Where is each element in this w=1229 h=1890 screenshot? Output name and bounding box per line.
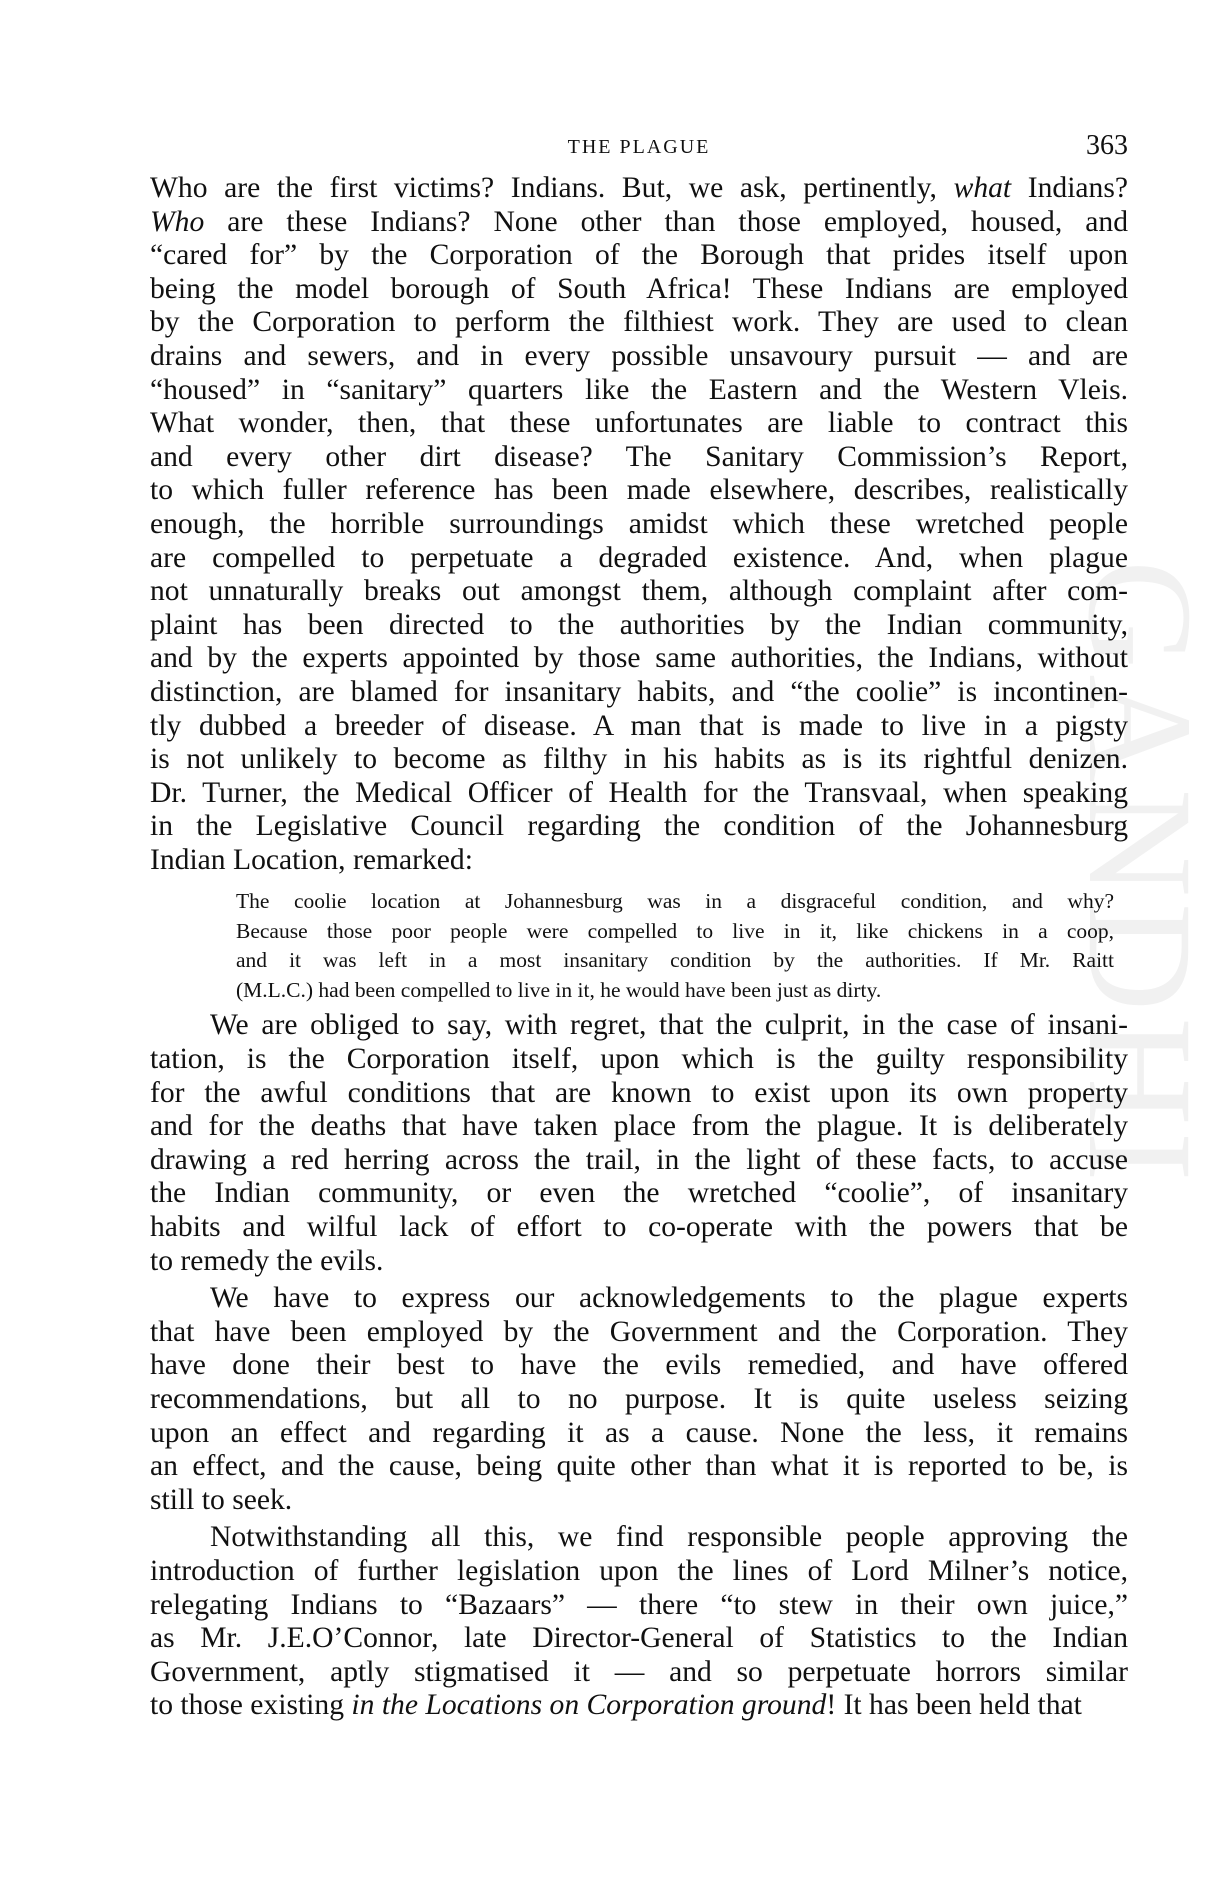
text-line xyxy=(150,474,1128,508)
text-run: plaint has been directed to the authorities by the Indian community, xyxy=(150,608,1128,641)
text-line xyxy=(150,1484,1128,1518)
text-run: tation, is the Corporation itself, upon which is the guilty responsibility xyxy=(150,1043,1128,1076)
text-run: introduction of further legislation upon the lines of Lord Milner’s notice, xyxy=(150,1554,1128,1587)
text-run: What wonder, then, that these unfortunates are liable to contract this xyxy=(150,407,1128,440)
text-line xyxy=(150,172,1128,206)
text-line xyxy=(150,1555,1128,1589)
text-run: upon an effect and regarding it as a cause. None the less, it remains xyxy=(150,1416,1128,1449)
text-run: drawing a red herring across the trail, in the light of these facts, to accuse xyxy=(150,1143,1128,1176)
italic-text: Who xyxy=(150,205,205,238)
text-run: and every other dirt disease? The Sanitary Commission’s Report, xyxy=(150,440,1128,473)
text-line xyxy=(150,642,1128,676)
text-run: in the Legislative Council regarding the condition of the Johannesburg xyxy=(150,810,1128,843)
text-line xyxy=(150,508,1128,542)
text-run: drains and sewers, and in every possible unsavoury pursuit — and are xyxy=(150,339,1128,372)
text-line xyxy=(150,777,1128,811)
page-header xyxy=(150,126,1128,172)
text-run: Government, aptly stigmatised it — and so perpetuate horrors similar xyxy=(150,1655,1128,1688)
text-line xyxy=(150,1622,1128,1656)
paragraph xyxy=(150,172,1128,877)
text-line xyxy=(150,1521,1128,1555)
text-line xyxy=(150,441,1128,475)
quote-line: and it was left in a most insanitary condition by the authorities. If Mr. Raitt xyxy=(236,948,1114,973)
text-line xyxy=(150,206,1128,240)
italic-text: what xyxy=(953,172,1012,204)
running-head: THE PLAGUE xyxy=(567,136,711,158)
text-line xyxy=(150,1144,1128,1178)
text-run: Who are the first victims? Indians. But, we ask, pertinently, xyxy=(150,172,954,204)
text-run: an effect, and the cause, being quite other than what it is reported to be, is xyxy=(150,1450,1128,1483)
document-page xyxy=(150,126,1128,1723)
italic-text: in the Locations on Corporation ground xyxy=(351,1689,827,1722)
text-run: and for the deaths that have taken place from the plague. It is deliberately xyxy=(150,1110,1128,1143)
text-run: and by the experts appointed by those same authorities, the Indians, without xyxy=(150,642,1128,675)
text-run: habits and wilful lack of effort to co-operate with the powers that be xyxy=(150,1211,1128,1244)
text-run: relegating Indians to “Bazaars” — there “to stew in their own juice,” xyxy=(150,1588,1128,1621)
text-run: Notwithstanding all this, we find responsible people approving the xyxy=(210,1521,1128,1554)
block-quote xyxy=(236,887,1114,1005)
text-run: that have been employed by the Government and the Corporation. They xyxy=(150,1315,1128,1348)
text-line xyxy=(150,340,1128,374)
text-run: We have to express our acknowledgements to the plague experts xyxy=(210,1282,1128,1315)
text-run: are these Indians? None other than those employed, housed, and xyxy=(204,205,1128,238)
text-line xyxy=(150,1450,1128,1484)
text-line xyxy=(150,1689,1128,1723)
text-run: Indian Location, remarked: xyxy=(150,843,473,876)
body-text-before-quote xyxy=(150,172,1128,877)
text-line xyxy=(150,1316,1128,1350)
text-run: enough, the horrible surroundings amidst which these wretched people xyxy=(150,507,1128,540)
text-run: still to seek. xyxy=(150,1483,293,1516)
text-run: not unnaturally breaks out amongst them, although complaint after com- xyxy=(150,575,1128,608)
text-line xyxy=(150,609,1128,643)
text-run: “cared for” by the Corporation of the Borough that prides itself upon xyxy=(150,239,1128,272)
text-line xyxy=(150,844,1128,878)
text-line xyxy=(150,1177,1128,1211)
text-run: is not unlikely to become as filthy in his habits as is its rightful denizen. xyxy=(150,743,1128,776)
text-line xyxy=(150,273,1128,307)
text-line xyxy=(150,1009,1128,1043)
text-line xyxy=(150,1349,1128,1383)
text-line xyxy=(150,1589,1128,1623)
paragraph xyxy=(150,1521,1128,1723)
text-line xyxy=(150,1043,1128,1077)
text-line xyxy=(150,810,1128,844)
text-run: recommendations, but all to no purpose. It is quite useless seizing xyxy=(150,1383,1128,1415)
quote-line: (M.L.C.) had been compelled to live in it, he would have been just as dirty. xyxy=(236,977,882,1002)
text-run: by the Corporation to perform the filthiest work. They are used to clean xyxy=(150,306,1128,339)
text-line xyxy=(150,306,1128,340)
body-text-after-quote xyxy=(150,1009,1128,1722)
text-line xyxy=(150,239,1128,273)
text-line xyxy=(150,542,1128,576)
text-line xyxy=(150,743,1128,777)
text-line xyxy=(150,710,1128,744)
text-run: to those existing xyxy=(150,1689,352,1722)
text-run: the Indian community, or even the wretched “coolie”, of insanitary xyxy=(150,1177,1128,1210)
paragraph xyxy=(150,1009,1128,1278)
text-line xyxy=(150,1245,1128,1279)
text-line xyxy=(150,1417,1128,1451)
text-run: being the model borough of South Africa! These Indians are employed xyxy=(150,272,1128,305)
text-run: distinction, are blamed for insanitary habits, and “the coolie” is incontinen- xyxy=(150,675,1128,708)
text-line xyxy=(150,374,1128,408)
text-line xyxy=(150,1110,1128,1144)
text-line xyxy=(150,1211,1128,1245)
text-line xyxy=(150,1656,1128,1690)
text-run: to which fuller reference has been made elsewhere, describes, realistically xyxy=(150,474,1128,507)
text-run: are compelled to perpetuate a degraded existence. And, when plague xyxy=(150,541,1128,574)
quote-line: Because those poor people were compelled to live in it, like chickens in a coop, xyxy=(236,918,1114,943)
text-run: “housed” in “sanitary” quarters like the Eastern and the Western Vleis. xyxy=(150,373,1128,406)
text-run: for the awful conditions that are known to exist upon its own property xyxy=(150,1076,1128,1109)
watermark-text: GANDHI xyxy=(1057,560,1223,1188)
text-line xyxy=(150,407,1128,441)
text-line xyxy=(150,1282,1128,1316)
text-run: Indians? xyxy=(1011,172,1129,204)
text-run: Dr. Turner, the Medical Officer of Health for the Transvaal, when speaking xyxy=(150,776,1128,809)
text-run: tly dubbed a breeder of disease. A man that is made to live in a pigsty xyxy=(150,709,1128,742)
page-number: 363 xyxy=(1086,130,1128,161)
text-run: have done their best to have the evils remedied, and have offered xyxy=(150,1349,1128,1382)
text-line xyxy=(150,1383,1128,1417)
text-run: as Mr. J.E.O’Connor, late Director-General of Statistics to the Indian xyxy=(150,1622,1128,1655)
text-line xyxy=(150,676,1128,710)
text-run: We are obliged to say, with regret, that the culprit, in the case of insani- xyxy=(210,1009,1128,1042)
text-run: to remedy the evils. xyxy=(150,1244,384,1277)
text-run: ! It has been held that xyxy=(826,1689,1082,1722)
text-line xyxy=(150,575,1128,609)
text-line xyxy=(150,1077,1128,1111)
quote-line: The coolie location at Johannesburg was in a disgraceful condition, and why? xyxy=(236,889,1114,914)
paragraph xyxy=(150,1282,1128,1517)
